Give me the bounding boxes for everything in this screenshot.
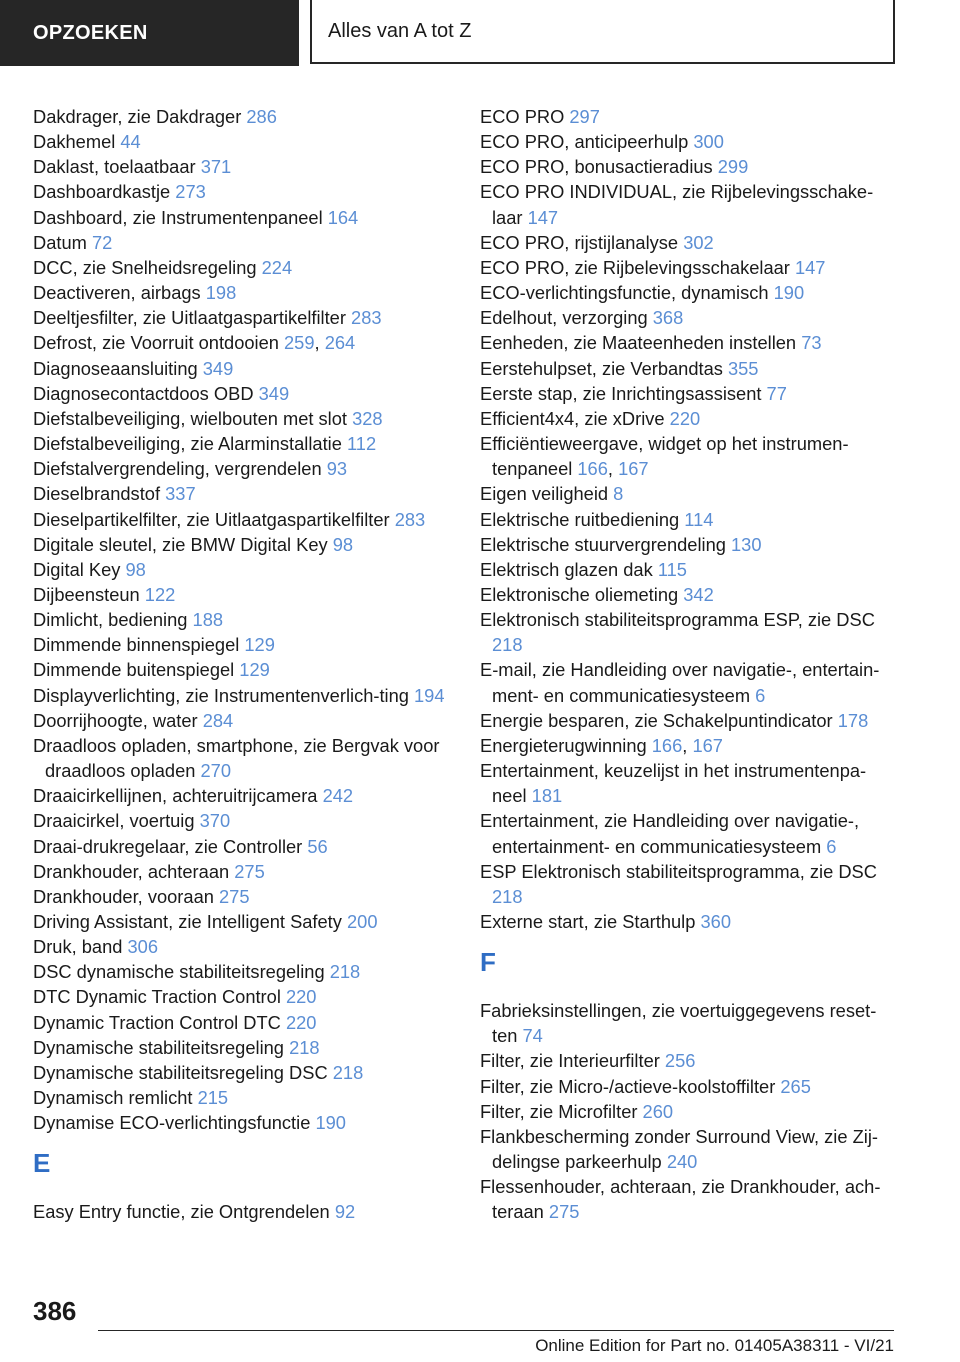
page-link[interactable]: 115: [657, 558, 687, 580]
index-entry: [33, 431, 453, 456]
index-term: Dashboard, zie Instrumentenpaneel: [33, 206, 328, 228]
index-term: Dynamic Traction Control DTC: [33, 1011, 286, 1033]
page-link[interactable]: 370: [199, 810, 231, 832]
index-entry: [33, 557, 453, 582]
index-term: Diagnosecontactdoos OBD: [33, 382, 259, 404]
index-entry: [33, 657, 453, 682]
index-term: Energieterugwinning: [480, 734, 652, 756]
index-term: ESP Elektronisch stabiliteitsprogramma, zie DSC: [480, 860, 877, 882]
index-entry: [33, 984, 453, 1009]
page-link[interactable]: 218: [332, 1061, 364, 1083]
index-entry: [480, 381, 900, 406]
index-term: Efficiëntieweergave, widget op het instrumen‐tenpaneel: [480, 433, 849, 480]
index-entry: [480, 179, 900, 229]
page-link[interactable]: 349: [258, 382, 290, 404]
page-number: 386: [33, 1296, 77, 1326]
page-link[interactable]: 6: [826, 835, 837, 857]
page-link[interactable]: 306: [127, 936, 159, 958]
index-entry: [480, 1048, 900, 1073]
page-link[interactable]: 129: [244, 634, 275, 656]
index-entry: [480, 657, 900, 707]
page-link[interactable]: 190: [773, 282, 805, 304]
index-term: ECO PRO INDIVIDUAL, zie Rijbelevingsschake‐laar: [480, 181, 874, 228]
page-link[interactable]: 56: [307, 835, 328, 857]
index-entry: [33, 1035, 453, 1060]
page-link[interactable]: 6: [755, 684, 766, 706]
page-link[interactable]: 328: [352, 407, 383, 429]
index-term: Dijbeensteun: [33, 583, 145, 605]
index-entry: Defrost, zie Voorruit ontdooien 259, 264: [33, 332, 356, 354]
index-term: ECO PRO: [480, 106, 570, 127]
page-link[interactable]: 259: [284, 332, 315, 354]
index-entry: [33, 230, 453, 255]
page-link[interactable]: 220: [285, 986, 317, 1008]
index-term: DSC dynamische stabiliteitsregeling: [33, 961, 330, 983]
index-term: ECO PRO, bonusactieradius: [480, 156, 718, 178]
index-entry: [480, 129, 900, 154]
index-term: Dimmende buitenspiegel: [33, 659, 240, 681]
index-term: Filter, zie Interieurfilter: [480, 1050, 665, 1072]
page-link[interactable]: 200: [346, 911, 378, 932]
page-link[interactable]: 190: [315, 1112, 346, 1134]
index-term: Efficient4x4, zie xDrive: [480, 407, 670, 429]
index-letter-f: F: [480, 947, 496, 978]
page-link[interactable]: 300: [693, 131, 724, 153]
page-link[interactable]: 270: [200, 760, 232, 782]
index-term: Elektrisch glazen dak: [480, 558, 658, 580]
index-term: Diagnoseaansluiting: [33, 357, 203, 379]
index-term: Draaicirkellijnen, achteruitrijcamera: [33, 785, 323, 807]
entry-list-right-after: [480, 998, 900, 1224]
index-entry: [33, 884, 453, 909]
index-entry: [33, 959, 453, 984]
index-term: ECO PRO, anticipeerhulp: [480, 131, 694, 153]
index-term: Dynamise ECO-verlichtingsfunctie: [33, 1112, 316, 1134]
index-entry: [33, 909, 453, 934]
index-entry: [33, 356, 453, 381]
index-entry: [480, 255, 900, 280]
index-entry: [480, 909, 900, 934]
index-entry: [480, 582, 900, 607]
page-link[interactable]: 302: [683, 231, 714, 253]
index-entry: Efficiëntieweergave, widget op het instrumen‐tenpaneel 166, 167: [480, 433, 849, 480]
index-term: Dynamisch remlicht: [33, 1087, 198, 1109]
index-entry: [33, 280, 453, 305]
index-entry: [33, 507, 453, 532]
index-term: Displayverlichting, zie Instrumentenverlich‐ting: [33, 684, 415, 706]
index-term: Elektronisch stabiliteitsprogramma ESP, zie DSC: [480, 609, 875, 631]
index-term: Flankbescherming zonder Surround View, zie Zij‐delingse parkeerhulp: [480, 1125, 878, 1173]
index-term: Elektronische oliemeting: [480, 583, 684, 605]
index-term: Draadloos opladen, smartphone, zie Bergvak voor draadloos opladen: [33, 734, 440, 782]
index-term: Eigen veiligheid: [480, 483, 614, 505]
index-term: Defrost, zie Voorruit ontdooien: [33, 332, 285, 354]
index-entry: [33, 934, 453, 959]
page-link[interactable]: 98: [332, 533, 354, 555]
index-term: Dakdrager, zie Dakdrager: [33, 106, 247, 127]
index-entry: Energieterugwinning 166, 167: [480, 734, 723, 756]
page-link[interactable]: 77: [766, 382, 787, 404]
page-link[interactable]: 286: [246, 106, 277, 127]
index-entry: [33, 305, 453, 330]
index-term: Dynamische stabiliteitsregeling DSC: [33, 1061, 333, 1083]
index-entry: [480, 104, 900, 129]
index-term: Diefstalbeveiliging, wielbouten met slot: [33, 407, 353, 429]
page-link[interactable]: 299: [717, 156, 749, 178]
index-entry: [480, 230, 900, 255]
index-entry: [480, 305, 900, 330]
index-term: Drankhouder, vooraan: [33, 885, 219, 907]
index-term: Filter, zie Micro-/actieve-koolstoffilter: [480, 1075, 781, 1097]
index-term: Energie besparen, zie Schakelpuntindicator: [480, 709, 838, 731]
page-link[interactable]: 368: [652, 307, 684, 329]
index-term: Diefstalbeveiliging, zie Alarminstallatie: [33, 433, 347, 455]
entry-list-left: [33, 104, 453, 1135]
page-link[interactable]: 178: [837, 709, 869, 731]
index-term: Eerstehulpset, zie Verbandtas: [480, 357, 728, 379]
index-column-left: [33, 104, 453, 1225]
index-term: Entertainment, zie Handleiding over navigatie-, entertainment- en communicatiesysteem: [480, 810, 860, 857]
index-entry: [33, 1060, 453, 1085]
page-link[interactable]: 371: [200, 156, 232, 178]
chapter-title: Alles van A tot Z: [310, 0, 895, 64]
page-link[interactable]: 240: [666, 1151, 698, 1173]
index-entry: [33, 683, 453, 708]
index-term: Driving Assistant, zie Intelligent Safety: [33, 911, 347, 932]
index-term: Deeltjesfilter, zie Uitlaatgaspartikelfilter: [33, 307, 352, 329]
index-entry: [480, 708, 900, 733]
index-term: Dieselpartikelfilter, zie Uitlaatgaspartikelfilter: [33, 508, 395, 530]
page-link[interactable]: 220: [285, 1011, 317, 1033]
index-entry: [480, 154, 900, 179]
page-link[interactable]: 147: [527, 206, 559, 228]
index-term: Entertainment, keuzelijst in het instrumentenpa‐neel: [480, 760, 867, 807]
index-entry: [33, 607, 453, 632]
index-entry: [480, 607, 900, 657]
index-term: Elektrische stuurvergrendeling: [480, 533, 731, 555]
index-entry: [480, 507, 900, 532]
page-link[interactable]: 122: [144, 583, 176, 605]
index-entry: [33, 381, 453, 406]
index-entry: [33, 1010, 453, 1035]
page-link[interactable]: 256: [664, 1050, 696, 1072]
index-entry: [33, 406, 453, 431]
index-entry: [33, 1085, 453, 1110]
index-term: Drankhouder, achteraan: [33, 860, 235, 882]
page-link[interactable]: 224: [261, 256, 293, 278]
index-entry: [33, 834, 453, 859]
entry-list-right: [480, 104, 900, 934]
index-entry: [480, 1174, 900, 1224]
page-link[interactable]: 342: [683, 583, 714, 605]
page-link[interactable]: 264: [324, 332, 356, 354]
index-entry: [33, 859, 453, 884]
index-term: Datum: [33, 231, 92, 253]
page-link[interactable]: 167: [692, 734, 723, 756]
index-entry: [480, 481, 900, 506]
section-tab: OPZOEKEN: [0, 0, 299, 66]
page-link[interactable]: 283: [394, 508, 426, 530]
index-entry: [33, 582, 453, 607]
index-term: E-mail, zie Handleiding over navigatie-, entertain‐ment- en communicatiesysteem: [480, 659, 880, 706]
index-entry: [480, 330, 900, 355]
page-link[interactable]: 98: [125, 558, 146, 580]
index-term: Fabrieksinstellingen, zie voertuiggegevens reset‐ten: [480, 1000, 877, 1047]
page-link[interactable]: 114: [684, 508, 714, 530]
page-link[interactable]: 73: [801, 332, 822, 354]
page-link[interactable]: 130: [730, 533, 762, 555]
index-term: Externe start, zie Starthulp: [480, 911, 701, 932]
index-term: Deactiveren, airbags: [33, 282, 206, 304]
index-entry: [480, 1074, 900, 1099]
index-entry: [33, 104, 453, 129]
entry-list-left-after: [33, 1199, 453, 1224]
index-term: ECO PRO, rijstijlanalyse: [480, 231, 684, 253]
index-entry: [33, 1199, 453, 1224]
index-entry: [480, 859, 900, 909]
page-link[interactable]: 275: [234, 860, 265, 882]
index-term: Easy Entry functie, zie Ontgrendelen: [33, 1201, 335, 1223]
index-term: Dimmende binnenspiegel: [33, 634, 245, 656]
page-link[interactable]: 275: [218, 885, 250, 907]
page-link[interactable]: 8: [613, 483, 624, 505]
page-link[interactable]: 218: [329, 961, 361, 983]
page-link[interactable]: 273: [175, 181, 206, 203]
page-link[interactable]: 355: [727, 357, 759, 379]
page-link[interactable]: 147: [794, 256, 826, 278]
page-link[interactable]: 93: [326, 458, 348, 480]
index-entry: [33, 532, 453, 557]
index-term: Dashboardkastje: [33, 181, 176, 203]
index-entry: [33, 632, 453, 657]
index-term: ECO-verlichtingsfunctie, dynamisch: [480, 282, 774, 304]
index-entry: [33, 1110, 453, 1135]
page-link[interactable]: 129: [239, 659, 270, 681]
index-term: Flessenhouder, achteraan, zie Drankhouder, ach‐teraan: [480, 1176, 881, 1223]
index-term: Dynamische stabiliteitsregeling: [33, 1036, 290, 1058]
index-entry: [33, 255, 453, 280]
index-term: Diefstalvergrendeling, vergrendelen: [33, 458, 327, 480]
page-header: [0, 0, 960, 66]
page-link[interactable]: 218: [492, 634, 523, 656]
index-term: Daklast, toelaatbaar: [33, 156, 201, 178]
index-term: Doorrijhoogte, water: [33, 709, 203, 731]
index-entry: [33, 129, 453, 154]
index-column-right: [480, 104, 900, 1225]
index-entry: [33, 456, 453, 481]
index-entry: [480, 557, 900, 582]
page-link[interactable]: 167: [618, 458, 649, 480]
index-entry: [480, 406, 900, 431]
index-entry: [33, 783, 453, 808]
index-entry: [33, 179, 453, 204]
page-link[interactable]: 92: [334, 1201, 356, 1223]
index-term: Draaicirkel, voertuig: [33, 810, 200, 832]
page-link[interactable]: 275: [548, 1201, 580, 1223]
page-link[interactable]: 337: [165, 483, 196, 505]
index-entry: [480, 1124, 900, 1174]
page-link[interactable]: 166: [651, 734, 683, 756]
index-letter-e: E: [33, 1148, 51, 1179]
page-link[interactable]: 166: [577, 458, 608, 480]
index-entry: [480, 532, 900, 557]
page-link[interactable]: 164: [327, 206, 359, 228]
index-term: DTC Dynamic Traction Control: [33, 986, 286, 1008]
index-entry: [480, 1099, 900, 1124]
index-term: Dakhemel: [33, 131, 121, 153]
index-entry: [480, 998, 900, 1048]
index-term: DCC, zie Snelheidsregeling: [33, 256, 262, 278]
index-term: Dieselbrandstof: [33, 483, 166, 505]
index-entry: [33, 708, 453, 733]
index-term: Elektrische ruitbediening: [480, 508, 685, 530]
index-entry: [480, 808, 900, 858]
index-term: ECO PRO, zie Rijbelevingsschakelaar: [480, 256, 795, 278]
index-term: Digital Key: [33, 558, 126, 580]
page-link[interactable]: 218: [289, 1036, 320, 1058]
page-link[interactable]: 283: [351, 307, 382, 329]
page-link[interactable]: 349: [202, 357, 234, 379]
index-entry: [480, 356, 900, 381]
index-term: Edelhout, verzorging: [480, 307, 653, 329]
index-entry: [33, 808, 453, 833]
page-link[interactable]: 215: [197, 1087, 229, 1109]
index-term: Digitale sleutel, zie BMW Digital Key: [33, 533, 333, 555]
page-link[interactable]: 242: [322, 785, 354, 807]
page-link[interactable]: 194: [414, 684, 445, 706]
edition-footer: Online Edition for Part no. 01405A38311 - VI/21: [535, 1336, 894, 1355]
page-link[interactable]: 284: [202, 709, 234, 731]
index-term: Draai-drukregelaar, zie Controller: [33, 835, 308, 857]
page-link[interactable]: 188: [192, 609, 224, 631]
page-link[interactable]: 297: [569, 106, 600, 127]
page-link[interactable]: 360: [700, 911, 732, 932]
page-link[interactable]: 220: [669, 407, 701, 429]
index-entry: [33, 481, 453, 506]
page-link[interactable]: 112: [346, 433, 377, 455]
index-term: Eenheden, zie Maateenheden instellen: [480, 332, 802, 354]
page-link[interactable]: 260: [642, 1100, 674, 1122]
index-entry: [33, 154, 453, 179]
page-link[interactable]: 198: [205, 282, 237, 304]
index-entry: [33, 205, 453, 230]
index-entry: [480, 758, 900, 808]
index-term: Dimlicht, bediening: [33, 609, 193, 631]
index-term: Eerste stap, zie Inrichtingsassisent: [480, 382, 767, 404]
footer-divider: [98, 1330, 894, 1331]
page-link[interactable]: 74: [522, 1025, 543, 1047]
page-link[interactable]: 44: [120, 131, 141, 153]
page-link[interactable]: 218: [492, 885, 523, 907]
page-link[interactable]: 181: [531, 785, 563, 807]
page-link[interactable]: 72: [91, 231, 113, 253]
page-link[interactable]: 265: [780, 1075, 811, 1097]
index-entry: [33, 733, 453, 783]
index-term: Filter, zie Microfilter: [480, 1100, 643, 1122]
index-entry: [480, 280, 900, 305]
index-term: Druk, band: [33, 936, 128, 958]
